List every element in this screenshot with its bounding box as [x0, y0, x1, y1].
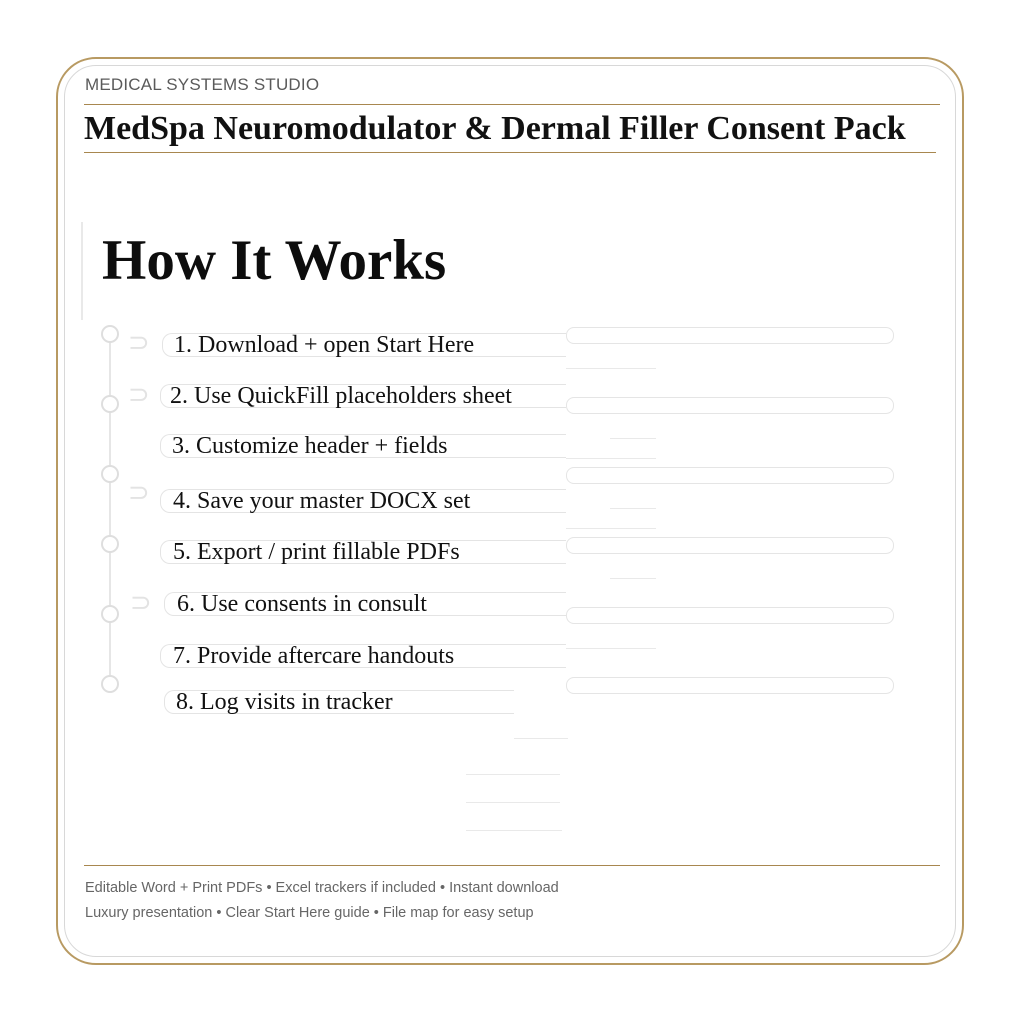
- timeline-node: [101, 325, 119, 343]
- ghost-line: [566, 458, 656, 459]
- feature-line: Luxury presentation • Clear Start Here guide • File map for easy setup: [85, 905, 534, 921]
- timeline-node: [101, 605, 119, 623]
- section-heading: How It Works: [102, 229, 447, 292]
- bracket-icon: ⊃: [128, 328, 150, 358]
- ghost-line: [610, 578, 656, 579]
- step-label: 4. Save your master DOCX set: [173, 488, 471, 514]
- step-label: 6. Use consents in consult: [177, 591, 427, 617]
- bracket-icon: ⊃: [130, 588, 152, 618]
- timeline-node: [101, 395, 119, 413]
- step-label: 2. Use QuickFill placeholders sheet: [170, 383, 512, 409]
- ghost-line: [566, 368, 656, 369]
- ghost-line: [466, 774, 560, 775]
- ghost-row: [566, 467, 894, 484]
- ghost-line: [610, 508, 656, 509]
- step-label: 7. Provide aftercare handouts: [173, 643, 455, 669]
- ghost-row: [566, 607, 894, 624]
- ghost-line: [514, 738, 568, 739]
- page-title: MedSpa Neuromodulator & Dermal Filler Consent Pack: [84, 110, 906, 147]
- step-label: 8. Log visits in tracker: [176, 689, 393, 715]
- brand-label: MEDICAL SYSTEMS STUDIO: [85, 75, 320, 94]
- ghost-line: [610, 438, 656, 439]
- ghost-line: [566, 528, 656, 529]
- timeline-node: [101, 535, 119, 553]
- feature-line: Editable Word + Print PDFs • Excel trackers if included • Instant download: [85, 880, 559, 896]
- bracket-icon: ⊃: [128, 478, 150, 508]
- header-top-rule: [84, 104, 940, 105]
- header-bottom-rule: [84, 152, 936, 153]
- ghost-row: [566, 537, 894, 554]
- timeline-line: [109, 334, 111, 684]
- timeline-node: [101, 675, 119, 693]
- ghost-row: [566, 677, 894, 694]
- ghost-line: [566, 648, 656, 649]
- bracket-icon: ⊃: [128, 380, 150, 410]
- footer-rule: [84, 865, 940, 866]
- ghost-line: [466, 802, 560, 803]
- step-label: 3. Customize header + fields: [172, 433, 448, 459]
- section-accent-bar: [81, 222, 83, 320]
- step-label: 1. Download + open Start Here: [174, 332, 475, 358]
- ghost-line: [466, 830, 562, 831]
- ghost-row: [566, 327, 894, 344]
- ghost-row: [566, 397, 894, 414]
- timeline-node: [101, 465, 119, 483]
- step-label: 5. Export / print fillable PDFs: [173, 539, 460, 565]
